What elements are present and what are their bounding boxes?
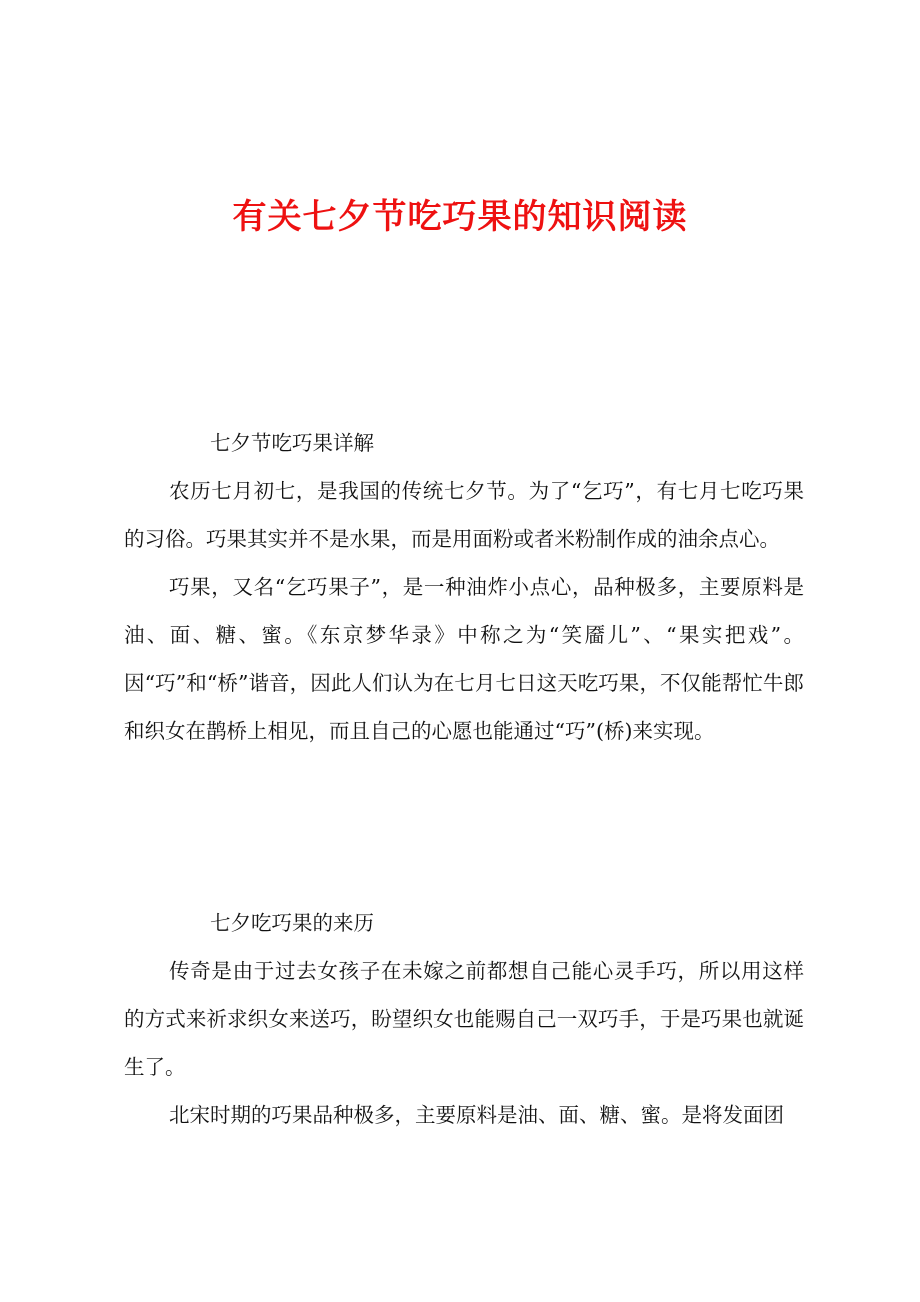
section-heading: 七夕吃巧果的来历 (210, 911, 374, 935)
paragraph: 传奇是由于过去女孩子在未嫁之前都想自己能心灵手巧，所以用这样的方式来祈求织女来送巧，盼望织女也能赐自己一双巧手，于是巧果也就诞生了。 (124, 959, 804, 1079)
section-heading: 七夕节吃巧果详解 (210, 431, 374, 455)
paragraph: 巧果，又名“乞巧果子”，是一种油炸小点心，品种极多，主要原料是油、面、糖、蜜。《东京梦华录》中称之为“笑靥儿”、“果实把戏”。因“巧”和“桥”谐音，因此人们认为在七月七日这天吃巧果，不仅能帮忙牛郎和织女在鹊桥上相见，而且自己的心愿也能通过“巧”(桥)来实现。 (124, 575, 804, 743)
document-title: 有关七夕节吃巧果的知识阅读 (232, 197, 688, 237)
paragraph: 北宋时期的巧果品种极多，主要原料是油、面、糖、蜜。是将发面团 (169, 1103, 784, 1127)
paragraph: 农历七月初七，是我国的传统七夕节。为了“乞巧”，有七月七吃巧果的习俗。巧果其实并不是水果，而是用面粉或者米粉制作成的油余点心。 (124, 479, 804, 551)
